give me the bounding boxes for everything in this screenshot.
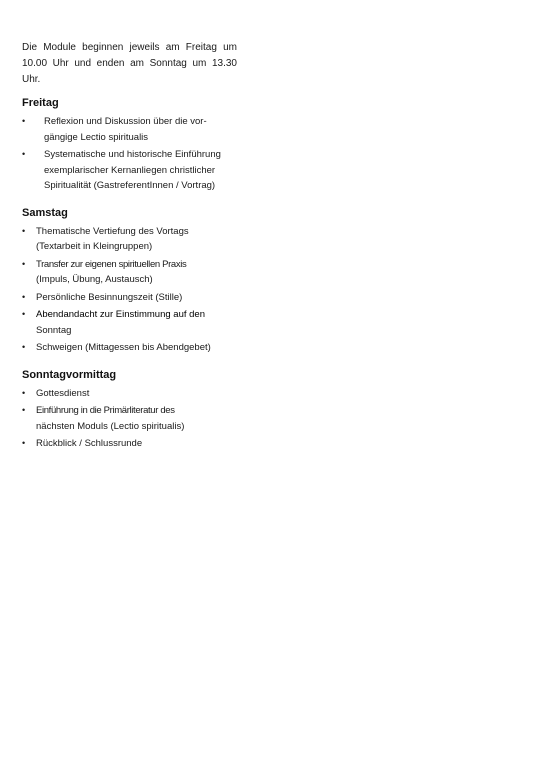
list-item-line: gängige Lectio spiritualis [44, 131, 149, 143]
item-list [22, 114, 237, 194]
intro-paragraph [22, 40, 237, 88]
section-heading: Samstag [22, 206, 68, 219]
list-item-text [36, 436, 237, 452]
bullet-icon: • [22, 387, 26, 398]
list-item-text [44, 114, 237, 145]
section-heading: Sonntagvormittag [22, 368, 117, 381]
list-item-text [36, 340, 237, 356]
list-item-line: Sonntag [36, 324, 72, 336]
bullet-icon: • [22, 309, 26, 319]
item-list [22, 224, 237, 356]
list-item-line: exemplarischer Kernanliegen christlicher [44, 164, 216, 176]
list-item-text [36, 307, 237, 338]
section-sonntagvormittag [22, 368, 237, 452]
bullet-icon: • [22, 291, 26, 302]
list-item-text [36, 224, 237, 255]
list-item-line: Gottesdienst [36, 387, 90, 399]
list-item-line: nächsten Moduls (Lectio spiritualis) [36, 420, 185, 432]
bullet-icon: • [22, 149, 26, 159]
intro-line-2: 10.00 Uhr und enden am Sonntag um 13.30 Uhr. [22, 58, 237, 85]
section-freitag [22, 96, 237, 194]
list-item [22, 147, 237, 194]
bullet-icon: • [22, 342, 26, 352]
bullet-icon: • [22, 116, 26, 126]
list-item-line: Spiritualität (GastreferentInnen / Vortrag) [44, 180, 216, 191]
list-item [22, 436, 237, 452]
list-item [22, 290, 237, 306]
list-item-line: Persönliche Besinnungszeit (Stille) [36, 291, 183, 303]
list-item-line: Thematische Vertiefung des Vortags [36, 225, 189, 237]
document-content [22, 40, 237, 464]
list-item-line: Schweigen (Mittagessen bis Abendgebet) [36, 342, 211, 353]
item-list [22, 386, 237, 452]
list-item-text [44, 147, 237, 194]
list-item-line: Systematische und historische Einführung [44, 149, 221, 160]
list-item [22, 114, 237, 145]
list-item [22, 257, 237, 288]
list-item-line: (Impuls, Übung, Austausch) [36, 274, 153, 285]
list-item [22, 224, 237, 255]
bullet-icon: • [22, 438, 26, 448]
list-item-line: Rückblick / Schlussrunde [36, 438, 143, 449]
list-item [22, 307, 237, 338]
bullet-icon: • [22, 225, 26, 236]
bullet-icon: • [22, 405, 26, 415]
section-samstag [22, 206, 237, 356]
section-heading: Freitag [22, 97, 59, 109]
list-item-line: (Textarbeit in Kleingruppen) [36, 241, 153, 252]
list-item-text [36, 386, 237, 402]
intro-line-1: Die Module beginnen jeweils am Freitag um [22, 42, 237, 53]
bullet-icon: • [22, 258, 26, 269]
list-item-line: Reflexion und Diskussion über die vor- [44, 116, 207, 127]
list-item-line: Einführung in die Primärliteratur des [36, 405, 175, 416]
list-item [22, 403, 237, 434]
list-item-text [36, 403, 237, 434]
list-item-line: Abendandacht zur Einstimmung auf den [36, 309, 205, 320]
list-item [22, 386, 237, 402]
list-item-line: Transfer zur eigenen spirituellen Praxis [36, 258, 187, 270]
list-item-text [36, 290, 237, 306]
list-item-text [36, 257, 237, 288]
list-item [22, 340, 237, 356]
